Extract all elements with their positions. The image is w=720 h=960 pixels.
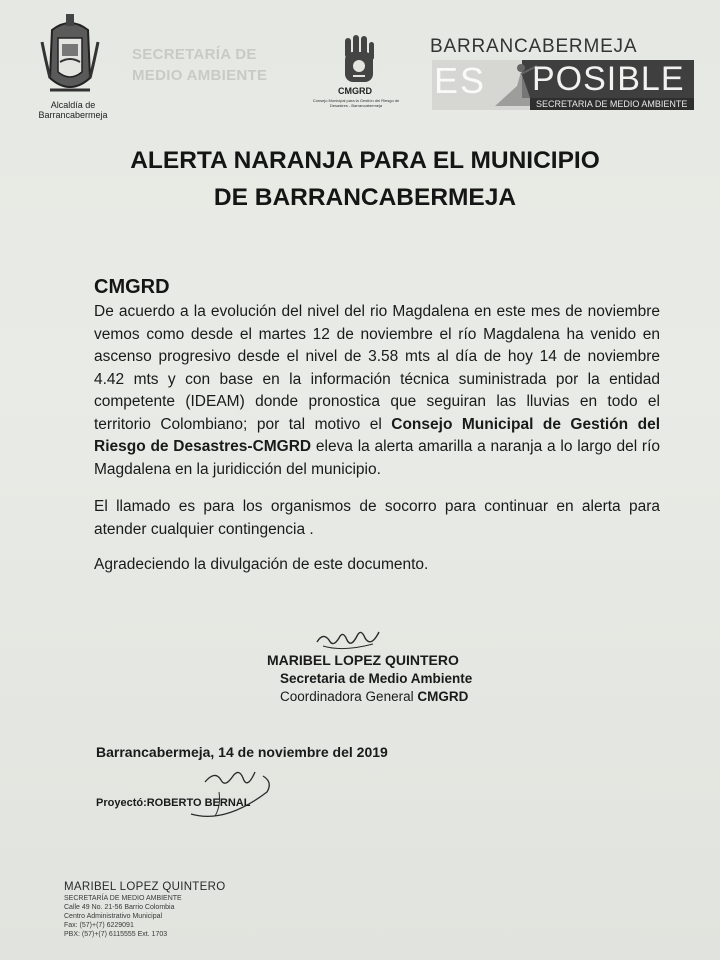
cmgrd-logo-tagline: Consejo Municipal para la Gestión del Riesgo de Desastres - Barrancabermeja (312, 98, 400, 108)
footer-line: Calle 49 No. 21-56 Barrio Colombia (64, 904, 175, 911)
signature-scribble-icon (313, 626, 383, 654)
es-posible-logo (432, 60, 694, 110)
paragraph-3: Agradeciendo la divulgación de este documento. (94, 556, 429, 573)
alcaldia-caption (30, 100, 116, 120)
coord-bold: CMGRD (417, 689, 469, 704)
footer-line: SECRETARÍA DE MEDIO AMBIENTE (64, 895, 182, 902)
brand-es: ES (434, 60, 487, 101)
footer-line: Centro Administrativo Municipal (64, 913, 163, 920)
brand-word: BARRANCABERMEJA (430, 36, 638, 57)
title-line1: ALERTA NARANJA PARA EL MUNICIPIO (130, 147, 600, 174)
alcaldia-line1: Alcaldía de (50, 100, 96, 110)
footer-line: Fax: (57)+(7) 6229091 (64, 922, 134, 929)
signature-scribble-icon (185, 762, 275, 822)
secretaria-logo (132, 44, 292, 86)
secretaria-line2: MEDIO AMBIENTE (132, 67, 268, 84)
date-line: Barrancabermeja, 14 de noviembre del 2019 (96, 744, 388, 760)
alcaldia-line2: Barrancabermeja (38, 110, 108, 120)
paragraph-1 (94, 301, 660, 481)
brand-sub: SECRETARIA DE MEDIO AMBIENTE (536, 99, 688, 109)
signatory-coordination (280, 688, 468, 706)
letterhead (0, 0, 720, 125)
p1-bold: Consejo Municipal de Gestión del Riesgo de Desastres-CMGRD (94, 415, 661, 455)
p1-text2: eleva la alerta amarilla a naranja a lo largo del río Magdalena en la juridicción del municipio. (94, 438, 660, 478)
footer-contact (64, 880, 304, 939)
brand-posible: POSIBLE (532, 60, 685, 98)
project-credit: Proyectó:ROBERTO BERNAL (96, 797, 251, 809)
city-crest-icon (38, 12, 102, 102)
hand-emblem-icon (325, 34, 393, 90)
section-heading: CMGRD (94, 276, 170, 298)
document-title (60, 142, 670, 216)
footer-line: PBX: (57)+(7) 6115555 Ext. 1703 (64, 931, 168, 938)
signatory-role: Secretaria de Medio Ambiente (280, 671, 473, 686)
signatory-name: MARIBEL LOPEZ QUINTERO (267, 652, 459, 668)
title-line2: DE BARRANCABERMEJA (213, 184, 517, 211)
cmgrd-logo-word: CMGRD (338, 86, 372, 96)
paragraph-2: El llamado es para los organismos de socorro para continuar en alerta para atender cualquier contingencia . (94, 498, 660, 538)
p1-text1: De acuerdo a la evolución del nivel del rio Magdalena en este mes de noviembre vemos como desde el martes 12 de noviembre el río Magdalena ha venido en ascenso progresivo desde el nivel de 3.58 mts al día de hoy 14 de noviembre 4.42 mts y con base en la información técnica suministrada por la entidad competente (IDEAM) donde pronostica que seguiran las lluvias en todo el territorio Colombiano; por tal motivo el (94, 303, 660, 433)
footer-name: MARIBEL LOPEZ QUINTERO (64, 881, 226, 893)
coord-prefix: Coordinadora General (280, 689, 418, 704)
secretaria-line1: SECRETARÍA DE (132, 46, 257, 63)
